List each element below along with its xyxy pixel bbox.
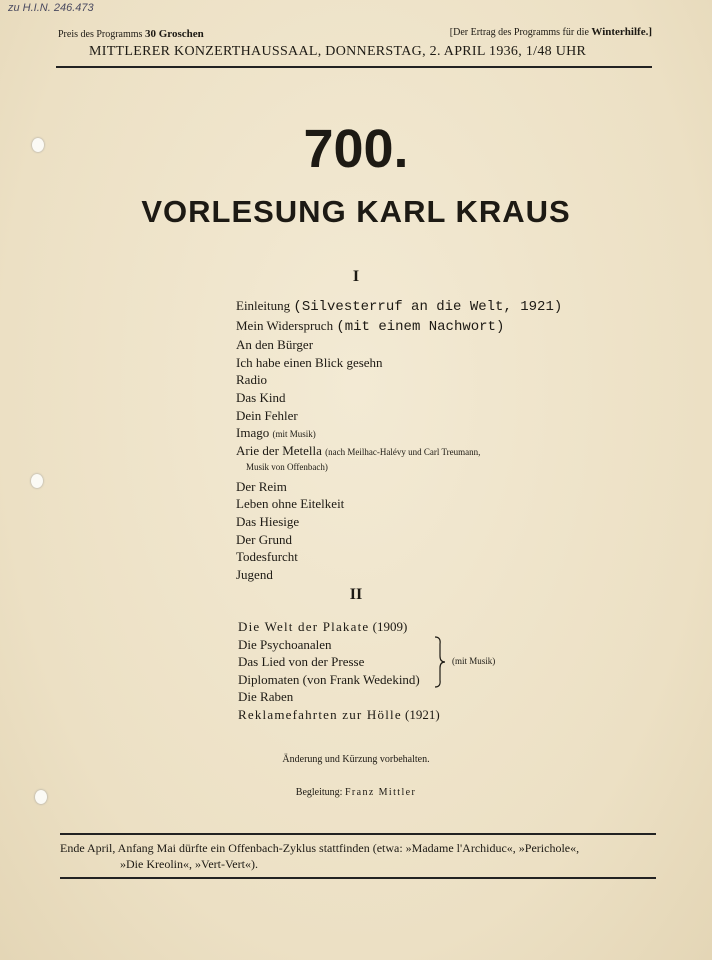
list-item: Der Grund — [236, 531, 292, 547]
item-note: (Silvesterruf an die Welt, 1921) — [293, 299, 563, 315]
price-prefix: Preis des Programms — [58, 29, 143, 40]
accompaniment-prefix: Begleitung: — [295, 787, 343, 798]
list-item: Einleitung (Silvesterruf an die Welt, 1921) — [236, 298, 563, 315]
accompaniment-line — [0, 787, 712, 798]
proceeds-beneficiary: Winterhilfe.] — [591, 26, 652, 38]
event-title: VORLESUNG KARL KRAUS — [141, 194, 571, 229]
part2-list — [238, 618, 440, 724]
list-item: Todesfurcht — [236, 549, 298, 565]
part1-list — [236, 297, 562, 583]
list-item: An den Bürger — [236, 337, 314, 353]
proceeds-line — [450, 26, 652, 38]
item-note-continued: Musik von Offenbach) — [246, 461, 328, 472]
time-text: 1/48 UHR — [525, 44, 587, 59]
list-item: Die Psychoanalen — [238, 636, 332, 652]
event-number: 700. — [303, 119, 409, 179]
item-year: (1921) — [405, 706, 440, 722]
list-item: Dein Fehler — [236, 407, 298, 423]
music-brace — [432, 636, 446, 688]
list-item: Diplomaten (von Frank Wedekind) — [238, 671, 420, 687]
list-item: Das Hiesige — [236, 513, 300, 529]
footer-line-2: »Die Kreolin«, »Vert-Vert«). — [120, 857, 258, 871]
list-item: Die Raben — [238, 689, 294, 705]
item-year: (1909) — [372, 619, 408, 634]
list-item: Das Kind — [236, 389, 286, 405]
venue-line — [89, 44, 586, 60]
archive-mark: zu H.I.N. 246.473 — [8, 2, 94, 14]
list-item: Arie der Metella (nach Meilhac-Halévy und Carl Treumann, Musik von Offenbach) — [236, 442, 481, 472]
footer-line-1: Ende April, Anfang Mai dürfte ein Offenbach-Zyklus stattfinden (etwa: »Madame l'Archiduc«, »Perichole«, — [60, 841, 580, 855]
footer-note — [60, 840, 660, 872]
list-item: Imago (mit Musik) — [236, 425, 316, 441]
venue-text: MITTLERER KONZERTHAUSSAAL, DONNERSTAG, 2. APRIL 1936, — [89, 44, 523, 59]
list-item: Leben ohne Eitelkeit — [236, 496, 345, 512]
price-value: 30 Groschen — [144, 28, 204, 40]
list-item: Reklamefahrten zur Hölle (1921) — [238, 706, 440, 722]
item-note: (mit Musik) — [272, 429, 316, 440]
changes-note: Änderung und Kürzung vorbehalten. — [282, 754, 430, 765]
punch-hole-middle — [31, 474, 43, 488]
list-item: Der Reim — [236, 478, 287, 494]
accompaniment-name: Franz Mittler — [344, 787, 417, 798]
price-line — [58, 28, 204, 40]
list-item: Ich habe einen Blick gesehn — [236, 354, 383, 370]
item-note: (nach Meilhac-Halévy und Carl Treumann, — [325, 446, 481, 457]
list-item: Jugend — [236, 566, 273, 582]
part2-label: II — [349, 586, 363, 603]
part1-label: I — [352, 268, 360, 285]
bracket-note: (mit Musik) — [452, 656, 496, 666]
header-rule — [56, 66, 652, 68]
list-item: Die Welt der Plakate (1909) — [238, 619, 408, 634]
item-note: (mit einem Nachwort) — [336, 318, 505, 335]
footer-rule-bottom — [60, 877, 656, 879]
list-item: Radio — [236, 372, 268, 388]
list-item: Mein Widerspruch (mit einem Nachwort) — [236, 317, 505, 335]
list-item: Das Lied von der Presse — [238, 654, 365, 670]
footer-rule-top — [60, 833, 656, 835]
proceeds-prefix: [Der Ertrag des Programms für die — [449, 27, 589, 38]
